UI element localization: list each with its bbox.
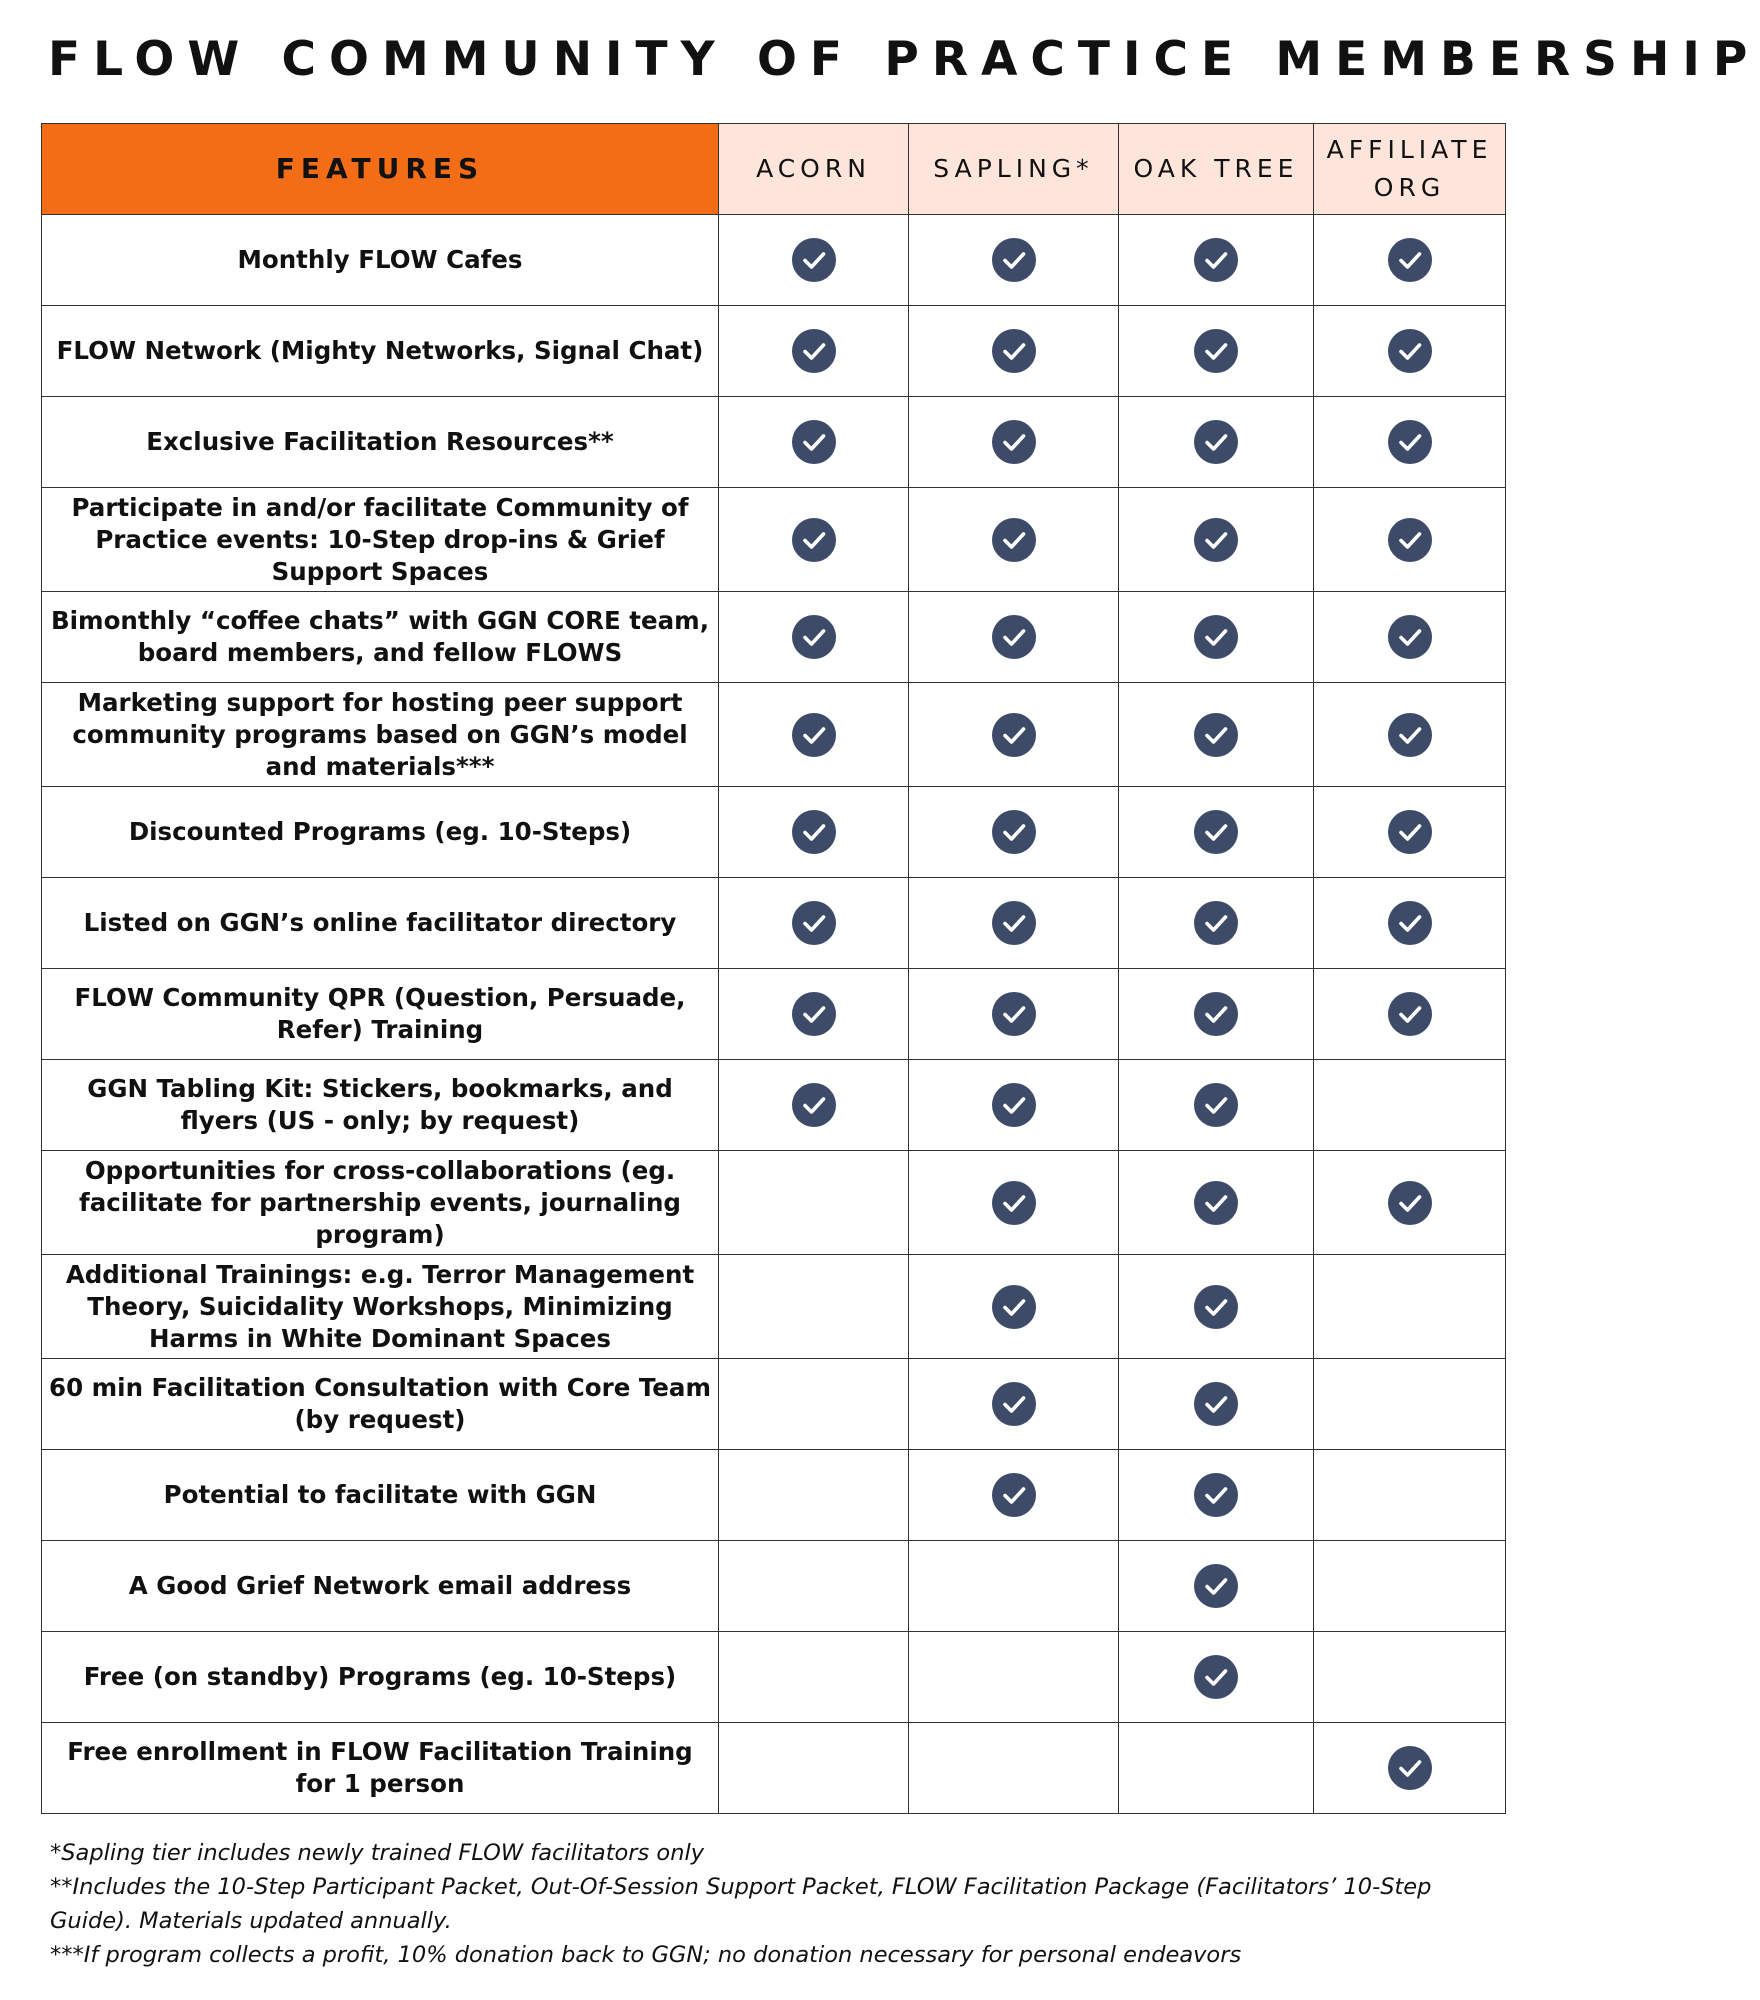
check-circle-icon xyxy=(1193,1563,1239,1609)
check-circle-icon xyxy=(1387,614,1433,660)
feature-name-cell: FLOW Community QPR (Question, Persuade, Refer) Training xyxy=(42,969,719,1060)
acorn-cell xyxy=(719,488,909,592)
table-row xyxy=(42,1359,1506,1450)
sapling-cell xyxy=(909,878,1119,969)
table-row xyxy=(42,592,1506,683)
table-row xyxy=(42,787,1506,878)
affiliate-org-cell xyxy=(1314,1450,1506,1541)
table-header-row xyxy=(42,124,1506,215)
oak-tree-cell xyxy=(1119,878,1314,969)
check-circle-icon xyxy=(991,328,1037,374)
affiliate-org-cell xyxy=(1314,1632,1506,1723)
acorn-cell xyxy=(719,1255,909,1359)
oak-tree-cell xyxy=(1119,306,1314,397)
check-circle-icon xyxy=(991,237,1037,283)
affiliate-org-cell xyxy=(1314,969,1506,1060)
acorn-cell xyxy=(719,1632,909,1723)
affiliate-org-cell xyxy=(1314,1541,1506,1632)
affiliate-org-column-header: AFFILIATE ORG xyxy=(1314,124,1506,215)
sapling-cell xyxy=(909,306,1119,397)
table-row xyxy=(42,1723,1506,1814)
sapling-cell xyxy=(909,1151,1119,1255)
footnote-resources: **Includes the 10-Step Participant Packet, Out-Of-Session Support Packet, FLOW Facilitation Package (Facilitators’ 10-Step Guide). Materials updated annually. xyxy=(50,1874,1432,1934)
acorn-cell xyxy=(719,878,909,969)
oak-tree-cell xyxy=(1119,592,1314,683)
acorn-cell xyxy=(719,592,909,683)
table-row xyxy=(42,1060,1506,1151)
affiliate-org-cell xyxy=(1314,397,1506,488)
acorn-cell xyxy=(719,1060,909,1151)
check-circle-icon xyxy=(991,614,1037,660)
table-row xyxy=(42,1632,1506,1723)
check-circle-icon xyxy=(991,991,1037,1037)
feature-name-cell: FLOW Network (Mighty Networks, Signal Chat) xyxy=(42,306,719,397)
check-circle-icon xyxy=(1193,419,1239,465)
sapling-cell xyxy=(909,969,1119,1060)
oak-tree-cell xyxy=(1119,1359,1314,1450)
check-circle-icon xyxy=(791,328,837,374)
check-circle-icon xyxy=(1193,1654,1239,1700)
table-row xyxy=(42,306,1506,397)
feature-name-cell: Monthly FLOW Cafes xyxy=(42,215,719,306)
check-circle-icon xyxy=(791,809,837,855)
affiliate-org-cell xyxy=(1314,215,1506,306)
check-circle-icon xyxy=(791,991,837,1037)
table-row xyxy=(42,215,1506,306)
oak-tree-cell xyxy=(1119,969,1314,1060)
check-circle-icon xyxy=(791,1082,837,1128)
affiliate-org-cell xyxy=(1314,488,1506,592)
check-circle-icon xyxy=(1387,1745,1433,1791)
oak-tree-cell xyxy=(1119,1151,1314,1255)
table-row xyxy=(42,683,1506,787)
feature-name-cell: 60 min Facilitation Consultation with Core Team (by request) xyxy=(42,1359,719,1450)
table-row xyxy=(42,878,1506,969)
acorn-cell xyxy=(719,215,909,306)
check-circle-icon xyxy=(1193,900,1239,946)
table-row xyxy=(42,488,1506,592)
sapling-cell xyxy=(909,1359,1119,1450)
check-circle-icon xyxy=(1193,991,1239,1037)
acorn-cell xyxy=(719,306,909,397)
sapling-cell xyxy=(909,215,1119,306)
oak-tree-cell xyxy=(1119,488,1314,592)
feature-name-cell: Free (on standby) Programs (eg. 10-Steps) xyxy=(42,1632,719,1723)
check-circle-icon xyxy=(991,517,1037,563)
oak-tree-cell xyxy=(1119,787,1314,878)
check-circle-icon xyxy=(791,614,837,660)
acorn-cell xyxy=(719,787,909,878)
check-circle-icon xyxy=(1193,1284,1239,1330)
check-circle-icon xyxy=(1387,809,1433,855)
feature-name-cell: Free enrollment in FLOW Facilitation Training for 1 person xyxy=(42,1723,719,1814)
feature-name-cell: Listed on GGN’s online facilitator directory xyxy=(42,878,719,969)
acorn-cell xyxy=(719,969,909,1060)
check-circle-icon xyxy=(1193,809,1239,855)
check-circle-icon xyxy=(1387,419,1433,465)
acorn-cell xyxy=(719,683,909,787)
check-circle-icon xyxy=(791,517,837,563)
acorn-cell xyxy=(719,1359,909,1450)
check-circle-icon xyxy=(991,1082,1037,1128)
check-circle-icon xyxy=(1193,1180,1239,1226)
sapling-cell xyxy=(909,1060,1119,1151)
sapling-cell xyxy=(909,683,1119,787)
check-circle-icon xyxy=(991,712,1037,758)
feature-name-cell: Exclusive Facilitation Resources** xyxy=(42,397,719,488)
table-row xyxy=(42,1151,1506,1255)
affiliate-org-cell xyxy=(1314,878,1506,969)
acorn-cell xyxy=(719,1151,909,1255)
check-circle-icon xyxy=(991,1472,1037,1518)
check-circle-icon xyxy=(1193,237,1239,283)
feature-name-cell: Opportunities for cross-collaborations (eg. facilitate for partnership events, journaling program) xyxy=(42,1151,719,1255)
check-circle-icon xyxy=(791,712,837,758)
check-circle-icon xyxy=(1387,1180,1433,1226)
affiliate-org-cell xyxy=(1314,1255,1506,1359)
feature-name-cell: Additional Trainings: e.g. Terror Management Theory, Suicidality Workshops, Minimizing Harms in White Dominant Spaces xyxy=(42,1255,719,1359)
check-circle-icon xyxy=(991,419,1037,465)
check-circle-icon xyxy=(1387,328,1433,374)
check-circle-icon xyxy=(791,419,837,465)
sapling-cell xyxy=(909,397,1119,488)
check-circle-icon xyxy=(1193,1082,1239,1128)
table-row xyxy=(42,1255,1506,1359)
feature-name-cell: Marketing support for hosting peer support community programs based on GGN’s model and materials*** xyxy=(42,683,719,787)
oak-tree-cell xyxy=(1119,683,1314,787)
table-body xyxy=(42,215,1506,1814)
oak-tree-cell xyxy=(1119,215,1314,306)
footnote-sapling: *Sapling tier includes newly trained FLOW facilitators only xyxy=(50,1840,705,1866)
feature-name-cell: Bimonthly “coffee chats” with GGN CORE team, board members, and fellow FLOWS xyxy=(42,592,719,683)
check-circle-icon xyxy=(1387,900,1433,946)
check-circle-icon xyxy=(791,237,837,283)
sapling-cell xyxy=(909,787,1119,878)
oak-tree-cell xyxy=(1119,397,1314,488)
sapling-cell xyxy=(909,1632,1119,1723)
check-circle-icon xyxy=(1193,712,1239,758)
table-row xyxy=(42,397,1506,488)
check-circle-icon xyxy=(1193,1472,1239,1518)
feature-name-cell: Discounted Programs (eg. 10-Steps) xyxy=(42,787,719,878)
affiliate-org-cell xyxy=(1314,1359,1506,1450)
check-circle-icon xyxy=(791,900,837,946)
feature-name-cell: Potential to facilitate with GGN xyxy=(42,1450,719,1541)
check-circle-icon xyxy=(1387,712,1433,758)
table-row xyxy=(42,1541,1506,1632)
acorn-cell xyxy=(719,1450,909,1541)
oak-tree-cell xyxy=(1119,1060,1314,1151)
oak-tree-cell xyxy=(1119,1723,1314,1814)
oak-tree-cell xyxy=(1119,1255,1314,1359)
sapling-cell xyxy=(909,488,1119,592)
affiliate-org-cell xyxy=(1314,683,1506,787)
page-title: FLOW COMMUNITY OF PRACTICE MEMBERSHIP xyxy=(48,32,1760,87)
sapling-cell xyxy=(909,592,1119,683)
footnotes xyxy=(50,1836,1520,1972)
table-row xyxy=(42,969,1506,1060)
features-column-header: FEATURES xyxy=(42,124,719,215)
sapling-cell xyxy=(909,1255,1119,1359)
check-circle-icon xyxy=(991,1381,1037,1427)
affiliate-org-cell xyxy=(1314,1151,1506,1255)
feature-name-cell: GGN Tabling Kit: Stickers, bookmarks, and flyers (US - only; by request) xyxy=(42,1060,719,1151)
affiliate-org-cell xyxy=(1314,787,1506,878)
check-circle-icon xyxy=(991,809,1037,855)
affiliate-org-cell xyxy=(1314,1060,1506,1151)
check-circle-icon xyxy=(991,1284,1037,1330)
oak-tree-cell xyxy=(1119,1632,1314,1723)
table-row xyxy=(42,1450,1506,1541)
sapling-column-header: SAPLING* xyxy=(909,124,1119,215)
affiliate-org-cell xyxy=(1314,1723,1506,1814)
affiliate-org-cell xyxy=(1314,592,1506,683)
feature-name-cell: Participate in and/or facilitate Community of Practice events: 10-Step drop-ins & Grief Support Spaces xyxy=(42,488,719,592)
check-circle-icon xyxy=(1193,328,1239,374)
oak-tree-cell xyxy=(1119,1450,1314,1541)
acorn-cell xyxy=(719,1541,909,1632)
feature-name-cell: A Good Grief Network email address xyxy=(42,1541,719,1632)
acorn-cell xyxy=(719,1723,909,1814)
sapling-cell xyxy=(909,1723,1119,1814)
oak-tree-cell xyxy=(1119,1541,1314,1632)
check-circle-icon xyxy=(991,900,1037,946)
affiliate-org-cell xyxy=(1314,306,1506,397)
acorn-cell xyxy=(719,397,909,488)
check-circle-icon xyxy=(1387,991,1433,1037)
sapling-cell xyxy=(909,1450,1119,1541)
check-circle-icon xyxy=(991,1180,1037,1226)
sapling-cell xyxy=(909,1541,1119,1632)
acorn-column-header: ACORN xyxy=(719,124,909,215)
check-circle-icon xyxy=(1193,614,1239,660)
footnote-marketing: ***If program collects a profit, 10% donation back to GGN; no donation necessary for personal endeavors xyxy=(50,1942,1242,1968)
membership-features-table xyxy=(41,123,1506,1814)
check-circle-icon xyxy=(1193,1381,1239,1427)
check-circle-icon xyxy=(1387,517,1433,563)
check-circle-icon xyxy=(1387,237,1433,283)
check-circle-icon xyxy=(1193,517,1239,563)
oak-tree-column-header: OAK TREE xyxy=(1119,124,1314,215)
